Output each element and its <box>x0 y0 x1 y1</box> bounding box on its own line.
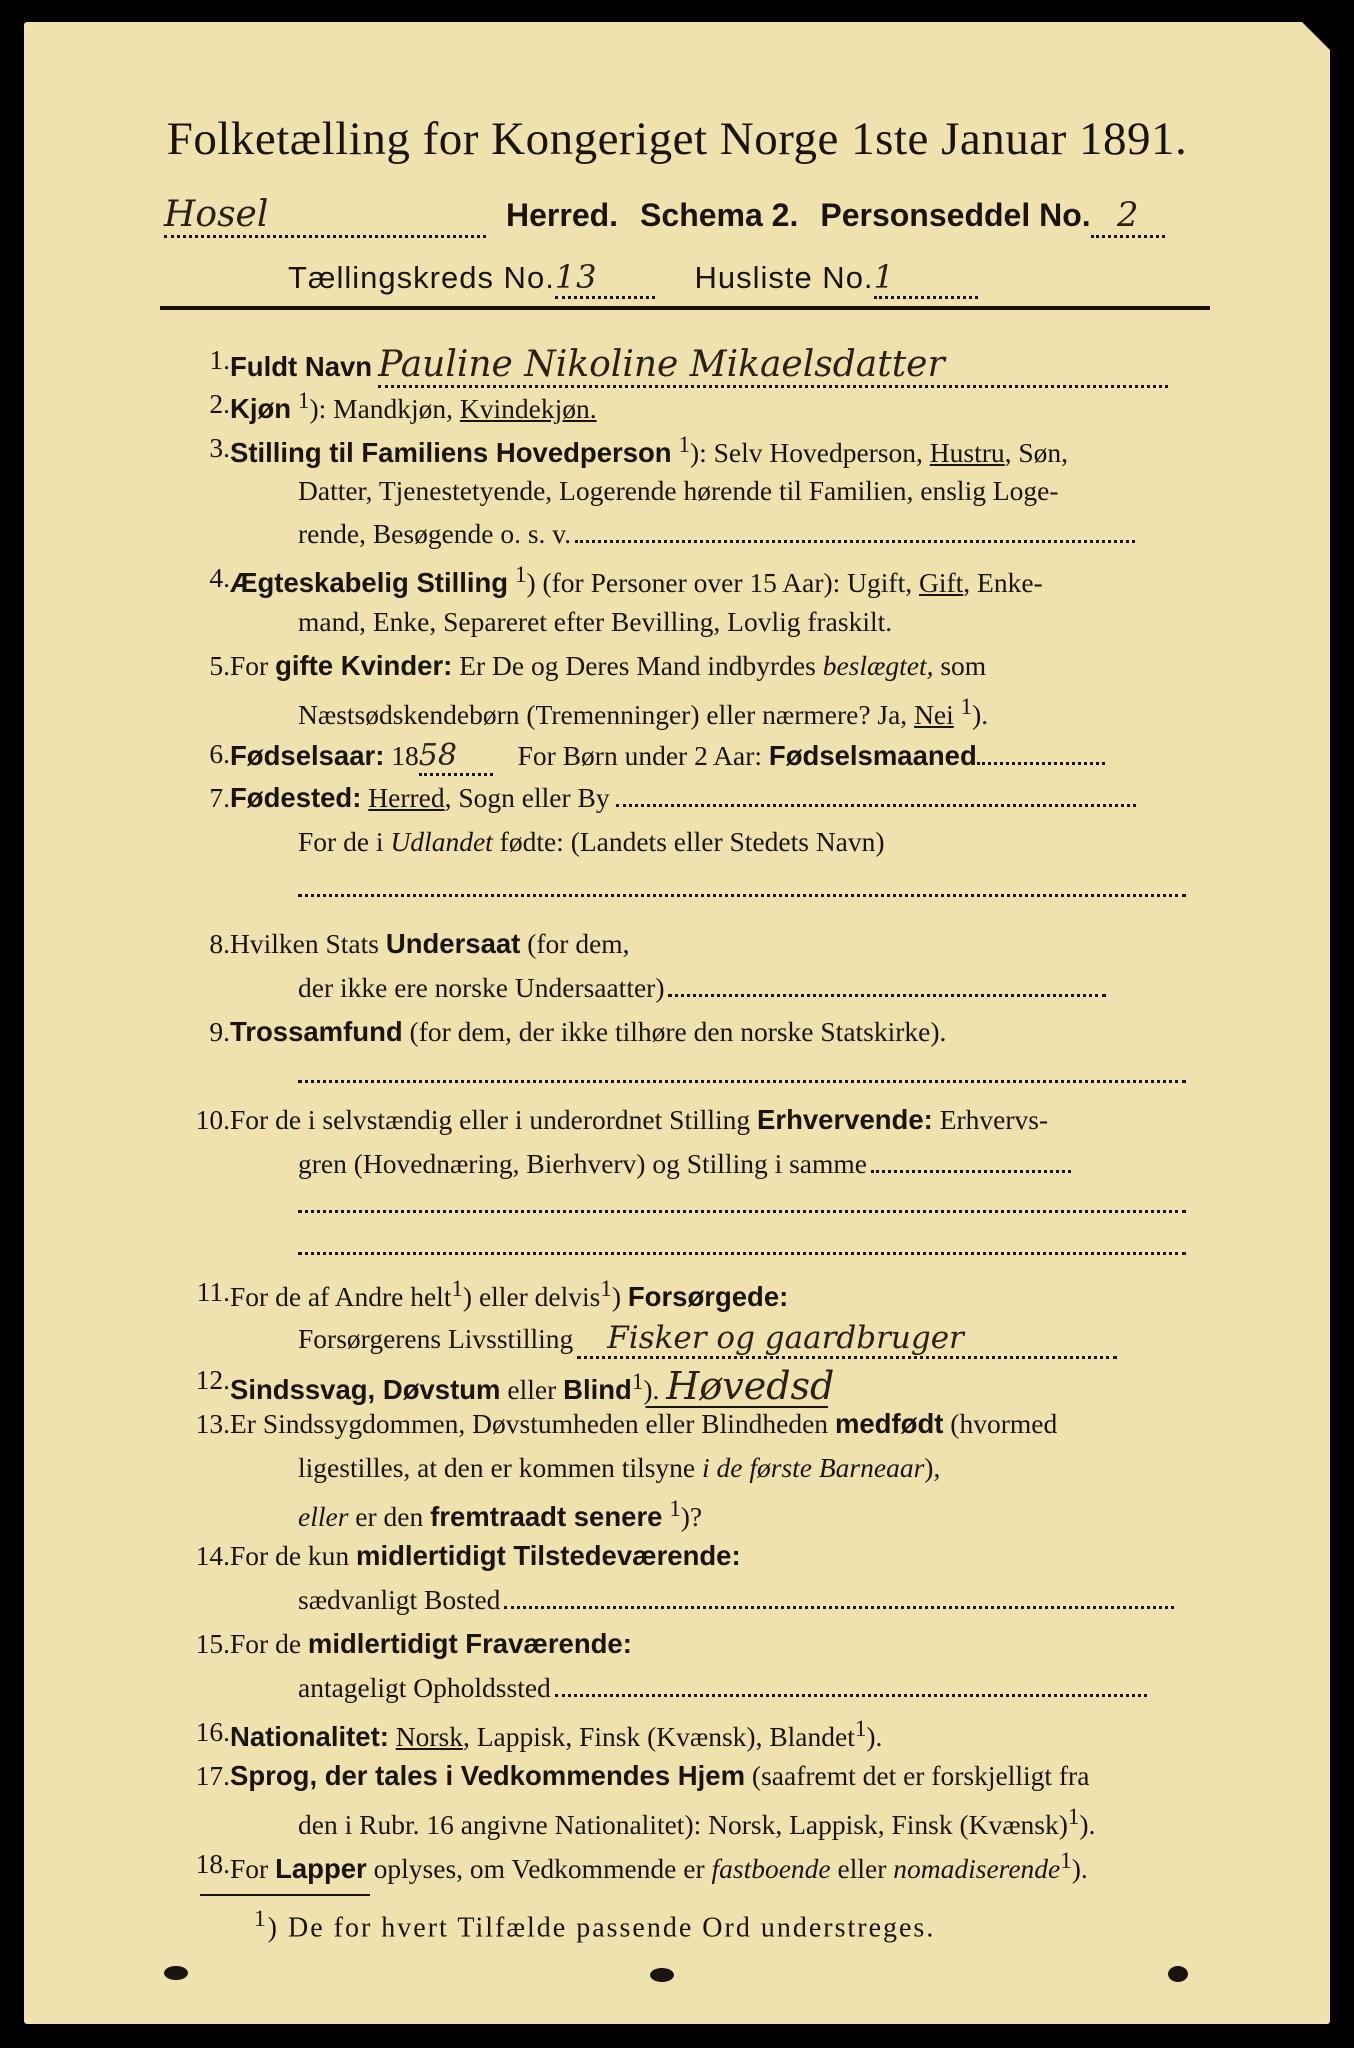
selected-option: Herred <box>368 782 445 813</box>
item-label: fremtraadt senere <box>430 1501 663 1533</box>
item-text: For Børn under 2 Aar: <box>517 740 763 771</box>
personseddel-no: 2 <box>1091 195 1165 238</box>
footnote-ref: 1 <box>451 1276 463 1301</box>
item-text: ). <box>643 1374 660 1405</box>
selected-option: Gift <box>918 567 964 599</box>
item-number: 9. <box>209 1016 230 1047</box>
ink-blot <box>164 1966 188 1980</box>
item-label: medfødt <box>834 1408 944 1439</box>
item-label: Fødested: <box>230 782 362 813</box>
item-text: For de i <box>298 826 384 857</box>
item-number: 15. <box>195 1628 230 1659</box>
item-text: eller <box>507 1374 557 1405</box>
husliste-no: 1 <box>874 258 978 299</box>
answer-line <box>298 1230 1186 1255</box>
item-text: mand, Enke, Separeret efter Bevilling, Lovlig fraskilt. <box>298 606 893 637</box>
item-text: ): Selv Hovedperson, <box>689 437 923 469</box>
item-text: ) <box>611 1281 621 1313</box>
item-label: Erhvervende: <box>757 1104 933 1135</box>
item-text: , Søn, <box>1004 437 1069 469</box>
item-number: 8. <box>209 928 230 959</box>
footnote-ref: 1 <box>254 1906 268 1932</box>
item-text: som <box>940 650 987 681</box>
item-label: Forsørgede: <box>627 1281 789 1313</box>
item-number: 11. <box>196 1276 230 1307</box>
item-text: ). <box>866 1721 883 1753</box>
answer-line <box>977 762 1105 765</box>
item-text: fødte: (Landets eller Stedets Navn) <box>499 826 885 857</box>
item-number: 3. <box>209 432 230 463</box>
footnote-ref: 1 <box>854 1716 867 1741</box>
item-number: 2. <box>209 388 230 419</box>
selected-option: Kvindekjøn. <box>459 393 597 425</box>
item-label: Blind <box>563 1374 632 1405</box>
answer-line <box>298 1058 1186 1083</box>
item-italic: eller <box>298 1501 349 1533</box>
item-italic: Udlandet <box>390 826 493 857</box>
item-text: antageligt Opholdssted <box>298 1672 551 1703</box>
item-number: 6. <box>209 738 230 769</box>
answer-line <box>298 1188 1186 1213</box>
item-text: rende, Besøgende o. s. v. <box>298 518 572 549</box>
birth-year-value: 58 <box>419 738 493 776</box>
kreds-no: 13 <box>555 258 655 299</box>
footnote-ref: 1 <box>514 562 527 587</box>
item-number: 12. <box>195 1364 230 1395</box>
item-number: 7. <box>209 782 230 813</box>
item-label: Ægteskabelig Stilling <box>230 567 509 599</box>
item-text: sædvanligt Bosted <box>298 1584 501 1615</box>
item-label: midlertidigt Tilstedeværende: <box>356 1540 741 1571</box>
provider-occupation-value: Fisker og gaardbruger <box>577 1320 1117 1359</box>
footnote-ref: 1 <box>678 432 690 457</box>
item-text: For <box>230 650 269 681</box>
item-text: Er Sindssygdommen, Døvstumheden <box>230 1408 639 1439</box>
item-text: ) eller delvis <box>462 1281 601 1313</box>
item-text: oplyses, om Vedkommende er <box>373 1853 705 1885</box>
footnote-ref: 1 <box>600 1276 612 1301</box>
ink-blot <box>650 1968 674 1982</box>
herred-name: Hosel <box>164 194 486 238</box>
header-divider <box>160 306 1210 310</box>
answer-line <box>871 1170 1071 1173</box>
kreds-label: Tællingskreds No. <box>288 260 555 295</box>
item-text: Datter, Tjenestetyende, Logerende hørende til Familien, enslig Loge- <box>298 475 1059 506</box>
item-text: For de af Andre helt <box>230 1281 452 1313</box>
answer-line <box>555 1694 1147 1697</box>
selected-option: Nei <box>914 699 954 731</box>
item-text: ), <box>924 1452 941 1483</box>
personseddel-label: Personseddel No. <box>820 197 1091 233</box>
item-text: ): Mandkjøn, <box>309 393 454 425</box>
item-label: Stilling til Familiens Hovedperson <box>230 437 672 469</box>
year-prefix: 18 <box>391 740 419 771</box>
item-text: Erhvervs- <box>939 1104 1049 1135</box>
item-label: Kjøn <box>230 393 292 425</box>
item-label: Undersaat <box>385 928 521 959</box>
marked-option: eller Blindheden <box>645 1408 829 1439</box>
item-text: , Enke- <box>963 567 1043 599</box>
item-number: 17. <box>195 1760 230 1791</box>
item-italic: i de første Barneaar <box>702 1452 925 1483</box>
item-text: (hvormed <box>950 1408 1058 1439</box>
item-text: Forsørgerens Livsstilling <box>298 1323 574 1354</box>
footnote-text: ) De for hvert Tilfælde passende Ord understreges. <box>267 1912 936 1944</box>
item-label: Lapper <box>275 1853 367 1885</box>
selected-option: Norsk <box>395 1721 463 1753</box>
item-text: For <box>230 1853 269 1885</box>
item-text: den i Rubr. 16 angivne Nationalitet): Norsk, Lappisk, Finsk (Kvænsk) <box>298 1809 1068 1841</box>
answer-line <box>616 804 1136 807</box>
item-label: gifte Kvinder: <box>275 650 453 681</box>
item-label: Trossamfund <box>230 1016 403 1047</box>
item-italic: nomadiserende <box>893 1853 1061 1885</box>
item-text: ). <box>1071 1853 1088 1885</box>
item-label: Sindssvag, Døvstum <box>230 1374 501 1405</box>
answer-line <box>668 994 1106 997</box>
footnote-ref: 1 <box>1067 1804 1080 1829</box>
schema-label: Schema 2. <box>640 197 799 233</box>
item-text: , Sogn eller By <box>444 782 610 813</box>
herred-label: Herred. <box>506 197 619 233</box>
item-number: 1. <box>209 344 230 375</box>
item-label: midlertidigt Fraværende: <box>307 1628 632 1659</box>
item-label: Sprog, der tales i Vedkommendes Hjem <box>230 1760 746 1791</box>
footnote <box>254 1906 935 1944</box>
footnote-ref: 1 <box>297 388 310 413</box>
answer-line <box>575 540 1135 543</box>
husliste-label: Husliste No. <box>694 260 874 295</box>
item-text: gren (Hovednæring, Bierhverv) og Stilling i samme <box>298 1148 868 1179</box>
item-italic: fastboende <box>711 1853 831 1885</box>
disability-value: Høvedsd <box>666 1364 835 1408</box>
item-text: Er De og Deres Mand indbyrdes <box>459 650 816 681</box>
item-text: (for dem, <box>527 928 630 959</box>
item-text: er den <box>355 1501 424 1533</box>
header-line <box>164 194 1165 238</box>
item-text: eller <box>837 1853 887 1885</box>
item-text: For de <box>230 1628 302 1659</box>
full-name-value: Pauline Nikoline Mikaelsdatter <box>378 344 1168 388</box>
item-label: Fødselsmaaned <box>768 740 977 771</box>
item-italic: beslægtet, <box>822 650 934 681</box>
form-title: Folketælling for Kongeriget Norge 1ste Januar 1891. <box>166 113 1188 165</box>
census-form <box>24 22 1330 2024</box>
item-text: ligestilles, at den er kommen tilsyne <box>298 1452 696 1483</box>
item-text: For de i selvstændig eller i underordnet Stilling <box>230 1104 751 1135</box>
item-text: Hvilken Stats <box>230 928 379 959</box>
item-text: ) (for Personer over 15 Aar): Ugift, <box>526 567 913 599</box>
footnote-ref: 1 <box>669 1496 681 1521</box>
selected-option: Hustru <box>929 437 1005 469</box>
item-number: 5. <box>209 650 230 681</box>
item-text: For de kun <box>230 1540 350 1571</box>
item-number: 4. <box>209 562 230 593</box>
kreds-line <box>288 258 978 299</box>
item-text: (saafremt det er forskjelligt fra <box>751 1760 1090 1791</box>
ink-blot <box>1168 1966 1188 1982</box>
answer-line <box>298 872 1186 897</box>
item-number: 14. <box>195 1540 230 1571</box>
item-number: 10. <box>195 1104 230 1135</box>
item-text: )? <box>680 1501 703 1533</box>
torn-corner <box>1302 22 1330 50</box>
item-text: ). <box>972 699 989 731</box>
item-number: 18. <box>195 1848 230 1879</box>
item-number: 16. <box>195 1716 230 1747</box>
footnote-ref: 1 <box>960 694 973 719</box>
item-text: der ikke ere norske Undersaatter) <box>298 972 665 1003</box>
footnote-ref: 1 <box>631 1368 644 1394</box>
item-number: 13. <box>195 1408 230 1439</box>
item-text: (for dem, der ikke tilhøre den norske Statskirke). <box>409 1016 947 1047</box>
answer-line <box>504 1606 1174 1609</box>
item-text: Næstsødskendebørn (Tremenninger) eller nærmere? Ja, <box>298 699 908 731</box>
footnote-divider <box>200 1894 370 1896</box>
item-text: ). <box>1079 1809 1096 1841</box>
item-text: , Lappisk, Finsk (Kvænsk), Blandet <box>463 1721 855 1753</box>
item-label: Fuldt Navn <box>230 351 373 382</box>
footnote-ref: 1 <box>1060 1848 1072 1873</box>
item-label: Fødselsaar: <box>230 740 385 771</box>
item-label: Nationalitet: <box>230 1721 389 1753</box>
